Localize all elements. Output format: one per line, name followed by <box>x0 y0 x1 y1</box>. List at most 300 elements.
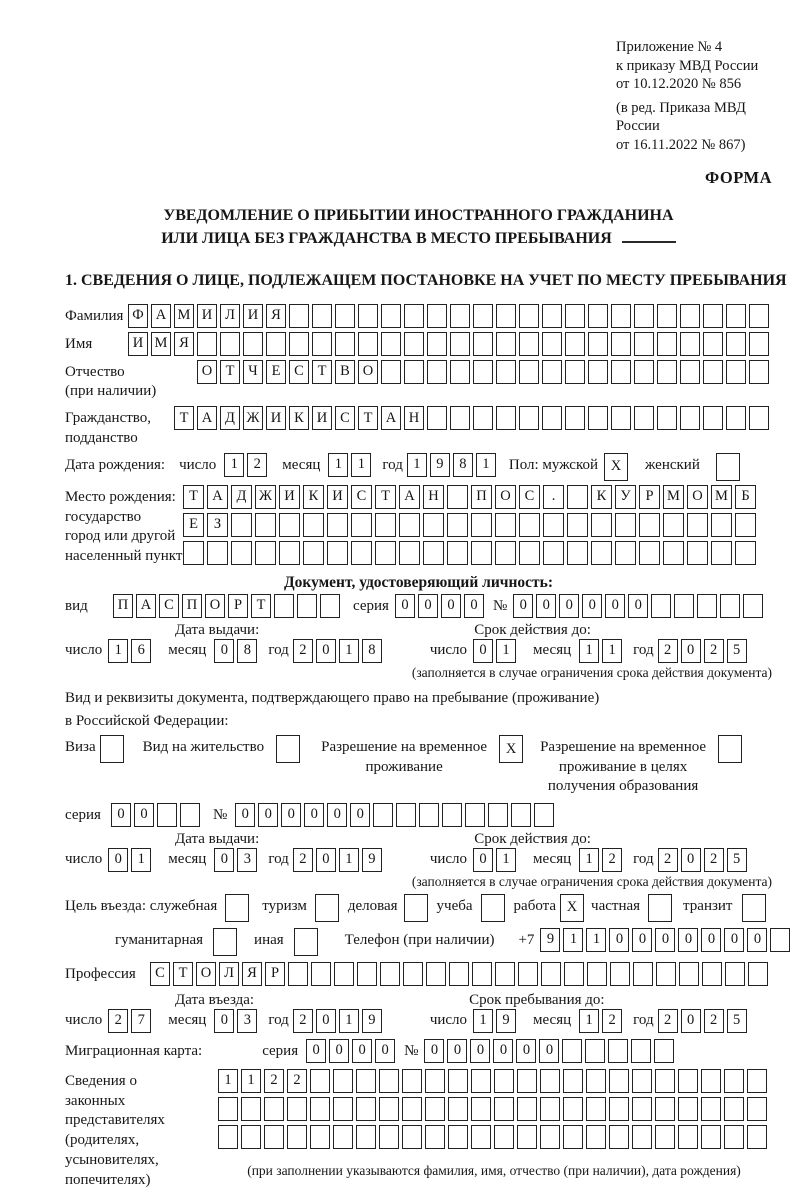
representative-char-box[interactable] <box>701 1097 721 1121</box>
profession-char-box[interactable]: С <box>150 962 170 986</box>
representative-char-box[interactable] <box>747 1097 767 1121</box>
identity-series-box[interactable]: 0 <box>464 594 484 618</box>
stay-doc-series-box[interactable]: 0 <box>111 803 131 827</box>
surname-char-box[interactable] <box>289 304 309 328</box>
representative-char-box[interactable] <box>287 1097 307 1121</box>
identity-number-box[interactable]: 0 <box>582 594 602 618</box>
birth-place-char-box[interactable] <box>327 541 348 565</box>
stay-doc-issue-month-box[interactable]: 3 <box>237 848 257 872</box>
profession-char-box[interactable] <box>587 962 607 986</box>
stay-doc-issue-year-box[interactable]: 2 <box>293 848 313 872</box>
representative-char-box[interactable] <box>264 1097 284 1121</box>
migration-number-box[interactable]: 0 <box>470 1039 490 1063</box>
birth-place-char-box[interactable] <box>279 513 300 537</box>
birth-place-char-box[interactable] <box>567 541 588 565</box>
profession-char-box[interactable]: Л <box>219 962 239 986</box>
purpose-study-checkbox[interactable] <box>481 894 505 922</box>
surname-char-box[interactable] <box>634 304 654 328</box>
representative-char-box[interactable] <box>609 1125 629 1149</box>
identity-valid-month-box[interactable]: 1 <box>602 639 622 663</box>
birth-place-char-box[interactable] <box>591 513 612 537</box>
identity-number-box[interactable] <box>743 594 763 618</box>
representative-char-box[interactable] <box>402 1097 422 1121</box>
patronymic-char-box[interactable] <box>611 360 631 384</box>
name-char-box[interactable] <box>588 332 608 356</box>
surname-char-box[interactable]: Л <box>220 304 240 328</box>
migration-number-box[interactable]: 0 <box>447 1039 467 1063</box>
stay-doc-valid-month-box[interactable]: 1 <box>579 848 599 872</box>
patronymic-char-box[interactable]: В <box>335 360 355 384</box>
birth-place-char-box[interactable]: Н <box>423 485 444 509</box>
stay-until-day-box[interactable]: 1 <box>473 1009 493 1033</box>
surname-char-box[interactable] <box>427 304 447 328</box>
representative-char-box[interactable] <box>425 1097 445 1121</box>
surname-char-box[interactable]: И <box>243 304 263 328</box>
citizenship-char-box[interactable]: Ж <box>243 406 263 430</box>
birth-place-char-box[interactable]: П <box>471 485 492 509</box>
phone-digit-box[interactable]: 0 <box>701 928 721 952</box>
patronymic-char-box[interactable]: С <box>289 360 309 384</box>
identity-valid-year-box[interactable]: 2 <box>704 639 724 663</box>
patronymic-char-box[interactable] <box>496 360 516 384</box>
representative-char-box[interactable] <box>632 1097 652 1121</box>
stay-doc-issue-year-box[interactable]: 9 <box>362 848 382 872</box>
purpose-humanitarian-checkbox[interactable] <box>213 928 237 956</box>
surname-char-box[interactable] <box>749 304 769 328</box>
profession-char-box[interactable] <box>564 962 584 986</box>
birth-place-char-box[interactable] <box>663 541 684 565</box>
identity-issue-day-box[interactable]: 6 <box>131 639 151 663</box>
profession-char-box[interactable] <box>311 962 331 986</box>
representative-char-box[interactable] <box>724 1125 744 1149</box>
identity-number-box[interactable]: 0 <box>559 594 579 618</box>
birth-place-char-box[interactable] <box>615 541 636 565</box>
birth-place-char-box[interactable] <box>639 513 660 537</box>
stay-doc-number-box[interactable]: 0 <box>304 803 324 827</box>
citizenship-char-box[interactable] <box>749 406 769 430</box>
representative-char-box[interactable] <box>678 1069 698 1093</box>
profession-char-box[interactable]: Т <box>173 962 193 986</box>
phone-digit-box[interactable]: 0 <box>747 928 767 952</box>
profession-char-box[interactable] <box>679 962 699 986</box>
name-char-box[interactable] <box>726 332 746 356</box>
representative-char-box[interactable] <box>425 1069 445 1093</box>
birth-place-char-box[interactable]: А <box>399 485 420 509</box>
migration-number-box[interactable]: 0 <box>424 1039 444 1063</box>
name-char-box[interactable] <box>312 332 332 356</box>
name-char-box[interactable]: И <box>128 332 148 356</box>
name-char-box[interactable] <box>634 332 654 356</box>
stay-doc-series-box[interactable] <box>157 803 177 827</box>
birth-place-char-box[interactable] <box>447 485 468 509</box>
birth-place-char-box[interactable]: М <box>663 485 684 509</box>
birth-place-char-box[interactable] <box>447 513 468 537</box>
birth-place-char-box[interactable] <box>255 541 276 565</box>
identity-issue-month-box[interactable]: 0 <box>214 639 234 663</box>
birth-place-char-box[interactable]: Б <box>735 485 756 509</box>
birth-place-char-box[interactable] <box>255 513 276 537</box>
surname-char-box[interactable] <box>542 304 562 328</box>
profession-char-box[interactable] <box>357 962 377 986</box>
phone-digit-box[interactable]: 0 <box>724 928 744 952</box>
name-char-box[interactable] <box>381 332 401 356</box>
entry-month-box[interactable]: 0 <box>214 1009 234 1033</box>
migration-number-box[interactable] <box>654 1039 674 1063</box>
birth-place-char-box[interactable]: И <box>327 485 348 509</box>
identity-issue-month-box[interactable]: 8 <box>237 639 257 663</box>
surname-char-box[interactable] <box>565 304 585 328</box>
migration-number-box[interactable] <box>631 1039 651 1063</box>
birth-place-char-box[interactable] <box>375 513 396 537</box>
stay-doc-number-box[interactable] <box>465 803 485 827</box>
citizenship-char-box[interactable] <box>680 406 700 430</box>
citizenship-char-box[interactable]: Т <box>174 406 194 430</box>
stay-doc-valid-day-box[interactable]: 1 <box>496 848 516 872</box>
representative-char-box[interactable] <box>448 1069 468 1093</box>
surname-char-box[interactable] <box>404 304 424 328</box>
citizenship-char-box[interactable] <box>519 406 539 430</box>
phone-digit-box[interactable]: 0 <box>678 928 698 952</box>
stay-doc-number-box[interactable] <box>442 803 462 827</box>
citizenship-char-box[interactable] <box>450 406 470 430</box>
birth-place-char-box[interactable] <box>207 541 228 565</box>
birth-place-char-box[interactable]: Е <box>183 513 204 537</box>
citizenship-char-box[interactable] <box>634 406 654 430</box>
profession-char-box[interactable] <box>288 962 308 986</box>
stay-doc-issue-year-box[interactable]: 0 <box>316 848 336 872</box>
stay-doc-number-box[interactable]: 0 <box>281 803 301 827</box>
name-char-box[interactable] <box>427 332 447 356</box>
citizenship-char-box[interactable]: А <box>381 406 401 430</box>
identity-kind-char-box[interactable]: О <box>205 594 225 618</box>
representative-char-box[interactable] <box>425 1125 445 1149</box>
representative-char-box[interactable] <box>333 1125 353 1149</box>
identity-number-box[interactable]: 0 <box>605 594 625 618</box>
representative-char-box[interactable] <box>333 1069 353 1093</box>
stay-doc-number-box[interactable] <box>534 803 554 827</box>
surname-char-box[interactable]: Я <box>266 304 286 328</box>
name-char-box[interactable] <box>450 332 470 356</box>
stay-doc-number-box[interactable] <box>396 803 416 827</box>
name-char-box[interactable] <box>197 332 217 356</box>
phone-digit-box[interactable]: 1 <box>563 928 583 952</box>
identity-number-box[interactable]: 0 <box>513 594 533 618</box>
representative-char-box[interactable] <box>563 1125 583 1149</box>
name-char-box[interactable] <box>358 332 378 356</box>
stay-until-day-box[interactable]: 9 <box>496 1009 516 1033</box>
birth-place-char-box[interactable] <box>735 513 756 537</box>
birth-place-char-box[interactable]: У <box>615 485 636 509</box>
stay-doc-valid-month-box[interactable]: 2 <box>602 848 622 872</box>
birth-place-char-box[interactable]: К <box>591 485 612 509</box>
profession-char-box[interactable] <box>610 962 630 986</box>
patronymic-char-box[interactable] <box>703 360 723 384</box>
citizenship-char-box[interactable]: К <box>289 406 309 430</box>
migration-number-box[interactable]: 0 <box>516 1039 536 1063</box>
profession-char-box[interactable] <box>541 962 561 986</box>
purpose-official-checkbox[interactable] <box>225 894 249 922</box>
phone-digit-box[interactable] <box>770 928 790 952</box>
name-char-box[interactable] <box>565 332 585 356</box>
identity-kind-char-box[interactable]: А <box>136 594 156 618</box>
stay-doc-number-box[interactable] <box>488 803 508 827</box>
purpose-business-checkbox[interactable] <box>404 894 428 922</box>
citizenship-char-box[interactable] <box>703 406 723 430</box>
birth-place-char-box[interactable]: С <box>351 485 372 509</box>
profession-char-box[interactable] <box>426 962 446 986</box>
birth-place-char-box[interactable] <box>495 513 516 537</box>
name-char-box[interactable] <box>266 332 286 356</box>
representative-char-box[interactable] <box>563 1097 583 1121</box>
birth-place-char-box[interactable] <box>543 541 564 565</box>
representative-char-box[interactable] <box>448 1125 468 1149</box>
citizenship-char-box[interactable] <box>473 406 493 430</box>
name-char-box[interactable] <box>496 332 516 356</box>
profession-char-box[interactable] <box>656 962 676 986</box>
identity-series-box[interactable]: 0 <box>395 594 415 618</box>
patronymic-char-box[interactable] <box>450 360 470 384</box>
identity-number-box[interactable] <box>674 594 694 618</box>
representative-char-box[interactable] <box>540 1097 560 1121</box>
citizenship-char-box[interactable] <box>657 406 677 430</box>
identity-number-box[interactable]: 0 <box>536 594 556 618</box>
sex-male-checkbox[interactable]: X <box>604 453 628 481</box>
identity-kind-char-box[interactable] <box>320 594 340 618</box>
surname-char-box[interactable]: М <box>174 304 194 328</box>
profession-char-box[interactable]: Р <box>265 962 285 986</box>
birth-place-char-box[interactable] <box>471 541 492 565</box>
representative-char-box[interactable] <box>218 1097 238 1121</box>
surname-char-box[interactable] <box>657 304 677 328</box>
citizenship-char-box[interactable]: И <box>312 406 332 430</box>
name-char-box[interactable] <box>473 332 493 356</box>
citizenship-char-box[interactable] <box>726 406 746 430</box>
representative-char-box[interactable] <box>517 1097 537 1121</box>
entry-year-box[interactable]: 0 <box>316 1009 336 1033</box>
birth-place-char-box[interactable] <box>351 541 372 565</box>
citizenship-char-box[interactable] <box>496 406 516 430</box>
stay-doc-issue-day-box[interactable]: 1 <box>131 848 151 872</box>
stay-doc-valid-day-box[interactable]: 0 <box>473 848 493 872</box>
citizenship-char-box[interactable]: И <box>266 406 286 430</box>
surname-char-box[interactable]: А <box>151 304 171 328</box>
birth-day-box[interactable]: 2 <box>247 453 267 477</box>
phone-digit-box[interactable]: 9 <box>540 928 560 952</box>
birth-place-char-box[interactable] <box>663 513 684 537</box>
patronymic-char-box[interactable]: Т <box>312 360 332 384</box>
stay-doc-issue-month-box[interactable]: 0 <box>214 848 234 872</box>
birth-place-char-box[interactable]: И <box>279 485 300 509</box>
stay-doc-valid-year-box[interactable]: 2 <box>658 848 678 872</box>
birth-place-char-box[interactable] <box>519 513 540 537</box>
surname-char-box[interactable] <box>680 304 700 328</box>
stay-doc-number-box[interactable]: 0 <box>350 803 370 827</box>
representative-char-box[interactable] <box>310 1097 330 1121</box>
birth-place-char-box[interactable] <box>423 513 444 537</box>
phone-digit-box[interactable]: 0 <box>632 928 652 952</box>
migration-number-box[interactable]: 0 <box>539 1039 559 1063</box>
representative-char-box[interactable] <box>356 1069 376 1093</box>
citizenship-char-box[interactable]: Д <box>220 406 240 430</box>
stay-until-month-box[interactable]: 1 <box>579 1009 599 1033</box>
identity-kind-char-box[interactable] <box>274 594 294 618</box>
stay-doc-valid-year-box[interactable]: 2 <box>704 848 724 872</box>
representative-char-box[interactable] <box>448 1097 468 1121</box>
representative-char-box[interactable] <box>333 1097 353 1121</box>
birth-place-char-box[interactable] <box>471 513 492 537</box>
entry-month-box[interactable]: 3 <box>237 1009 257 1033</box>
identity-issue-year-box[interactable]: 1 <box>339 639 359 663</box>
identity-kind-char-box[interactable]: Т <box>251 594 271 618</box>
stay-until-year-box[interactable]: 5 <box>727 1009 747 1033</box>
birth-place-char-box[interactable]: Ж <box>255 485 276 509</box>
birth-place-char-box[interactable]: Д <box>231 485 252 509</box>
citizenship-char-box[interactable]: Н <box>404 406 424 430</box>
stay-doc-issue-year-box[interactable]: 1 <box>339 848 359 872</box>
birth-place-char-box[interactable]: Р <box>639 485 660 509</box>
stay-doc-series-box[interactable]: 0 <box>134 803 154 827</box>
birth-place-char-box[interactable]: К <box>303 485 324 509</box>
representative-char-box[interactable]: 2 <box>264 1069 284 1093</box>
representative-char-box[interactable] <box>655 1069 675 1093</box>
representative-char-box[interactable] <box>678 1097 698 1121</box>
representative-char-box[interactable] <box>264 1125 284 1149</box>
birth-place-char-box[interactable]: М <box>711 485 732 509</box>
purpose-other-checkbox[interactable] <box>294 928 318 956</box>
birth-place-char-box[interactable]: С <box>519 485 540 509</box>
birth-year-box[interactable]: 1 <box>407 453 427 477</box>
residence-permit-checkbox[interactable] <box>276 735 300 763</box>
entry-day-box[interactable]: 7 <box>131 1009 151 1033</box>
citizenship-char-box[interactable] <box>565 406 585 430</box>
birth-place-char-box[interactable] <box>567 485 588 509</box>
representative-char-box[interactable] <box>471 1069 491 1093</box>
representative-char-box[interactable] <box>379 1125 399 1149</box>
identity-issue-day-box[interactable]: 1 <box>108 639 128 663</box>
birth-place-char-box[interactable]: З <box>207 513 228 537</box>
phone-digit-box[interactable]: 0 <box>609 928 629 952</box>
representative-char-box[interactable] <box>241 1125 261 1149</box>
representative-char-box[interactable] <box>310 1069 330 1093</box>
birth-place-char-box[interactable] <box>303 541 324 565</box>
patronymic-char-box[interactable] <box>680 360 700 384</box>
birth-place-char-box[interactable]: . <box>543 485 564 509</box>
birth-place-char-box[interactable] <box>591 541 612 565</box>
representative-char-box[interactable] <box>241 1097 261 1121</box>
identity-kind-char-box[interactable]: Р <box>228 594 248 618</box>
entry-year-box[interactable]: 9 <box>362 1009 382 1033</box>
representative-char-box[interactable] <box>494 1125 514 1149</box>
birth-place-char-box[interactable] <box>423 541 444 565</box>
birth-place-char-box[interactable] <box>735 541 756 565</box>
patronymic-char-box[interactable] <box>542 360 562 384</box>
profession-char-box[interactable] <box>518 962 538 986</box>
stay-doc-number-box[interactable] <box>511 803 531 827</box>
representative-char-box[interactable] <box>678 1125 698 1149</box>
identity-number-box[interactable] <box>651 594 671 618</box>
patronymic-char-box[interactable] <box>404 360 424 384</box>
representative-char-box[interactable] <box>586 1125 606 1149</box>
representative-char-box[interactable] <box>356 1097 376 1121</box>
citizenship-char-box[interactable]: С <box>335 406 355 430</box>
representative-char-box[interactable] <box>379 1069 399 1093</box>
citizenship-char-box[interactable] <box>588 406 608 430</box>
stay-doc-series-box[interactable] <box>180 803 200 827</box>
migration-number-box[interactable] <box>585 1039 605 1063</box>
birth-place-char-box[interactable] <box>615 513 636 537</box>
birth-year-box[interactable]: 8 <box>453 453 473 477</box>
citizenship-char-box[interactable] <box>427 406 447 430</box>
birth-place-char-box[interactable]: Т <box>183 485 204 509</box>
purpose-tourism-checkbox[interactable] <box>315 894 339 922</box>
name-char-box[interactable] <box>404 332 424 356</box>
identity-number-box[interactable] <box>720 594 740 618</box>
name-char-box[interactable] <box>611 332 631 356</box>
profession-char-box[interactable] <box>748 962 768 986</box>
identity-kind-char-box[interactable] <box>297 594 317 618</box>
birth-place-char-box[interactable] <box>495 541 516 565</box>
patronymic-char-box[interactable] <box>519 360 539 384</box>
migration-number-box[interactable] <box>562 1039 582 1063</box>
name-char-box[interactable] <box>243 332 263 356</box>
representative-char-box[interactable]: 1 <box>241 1069 261 1093</box>
representative-char-box[interactable] <box>655 1125 675 1149</box>
birth-month-box[interactable]: 1 <box>351 453 371 477</box>
patronymic-char-box[interactable]: Ч <box>243 360 263 384</box>
profession-char-box[interactable] <box>472 962 492 986</box>
stay-until-month-box[interactable]: 2 <box>602 1009 622 1033</box>
profession-char-box[interactable] <box>449 962 469 986</box>
identity-valid-year-box[interactable]: 0 <box>681 639 701 663</box>
identity-issue-year-box[interactable]: 0 <box>316 639 336 663</box>
representative-char-box[interactable] <box>356 1125 376 1149</box>
stay-until-year-box[interactable]: 2 <box>704 1009 724 1033</box>
birth-place-char-box[interactable]: О <box>687 485 708 509</box>
birth-place-char-box[interactable] <box>639 541 660 565</box>
representative-char-box[interactable] <box>747 1069 767 1093</box>
birth-place-char-box[interactable] <box>231 513 252 537</box>
identity-issue-year-box[interactable]: 2 <box>293 639 313 663</box>
name-char-box[interactable]: М <box>151 332 171 356</box>
identity-number-box[interactable]: 0 <box>628 594 648 618</box>
name-char-box[interactable] <box>749 332 769 356</box>
patronymic-char-box[interactable] <box>565 360 585 384</box>
profession-char-box[interactable] <box>334 962 354 986</box>
entry-year-box[interactable]: 2 <box>293 1009 313 1033</box>
patronymic-char-box[interactable] <box>634 360 654 384</box>
birth-place-char-box[interactable] <box>687 541 708 565</box>
surname-char-box[interactable] <box>726 304 746 328</box>
stay-doc-valid-year-box[interactable]: 0 <box>681 848 701 872</box>
patronymic-char-box[interactable] <box>588 360 608 384</box>
identity-valid-year-box[interactable]: 5 <box>727 639 747 663</box>
profession-char-box[interactable]: Я <box>242 962 262 986</box>
representative-char-box[interactable] <box>701 1069 721 1093</box>
representative-char-box[interactable]: 1 <box>218 1069 238 1093</box>
representative-char-box[interactable] <box>402 1125 422 1149</box>
representative-char-box[interactable] <box>310 1125 330 1149</box>
citizenship-char-box[interactable]: А <box>197 406 217 430</box>
profession-char-box[interactable]: О <box>196 962 216 986</box>
identity-number-box[interactable] <box>697 594 717 618</box>
surname-char-box[interactable]: И <box>197 304 217 328</box>
representative-char-box[interactable] <box>609 1097 629 1121</box>
identity-kind-char-box[interactable]: П <box>113 594 133 618</box>
purpose-work-checkbox[interactable]: X <box>560 894 584 922</box>
profession-char-box[interactable] <box>380 962 400 986</box>
entry-day-box[interactable]: 2 <box>108 1009 128 1033</box>
identity-kind-char-box[interactable]: П <box>182 594 202 618</box>
